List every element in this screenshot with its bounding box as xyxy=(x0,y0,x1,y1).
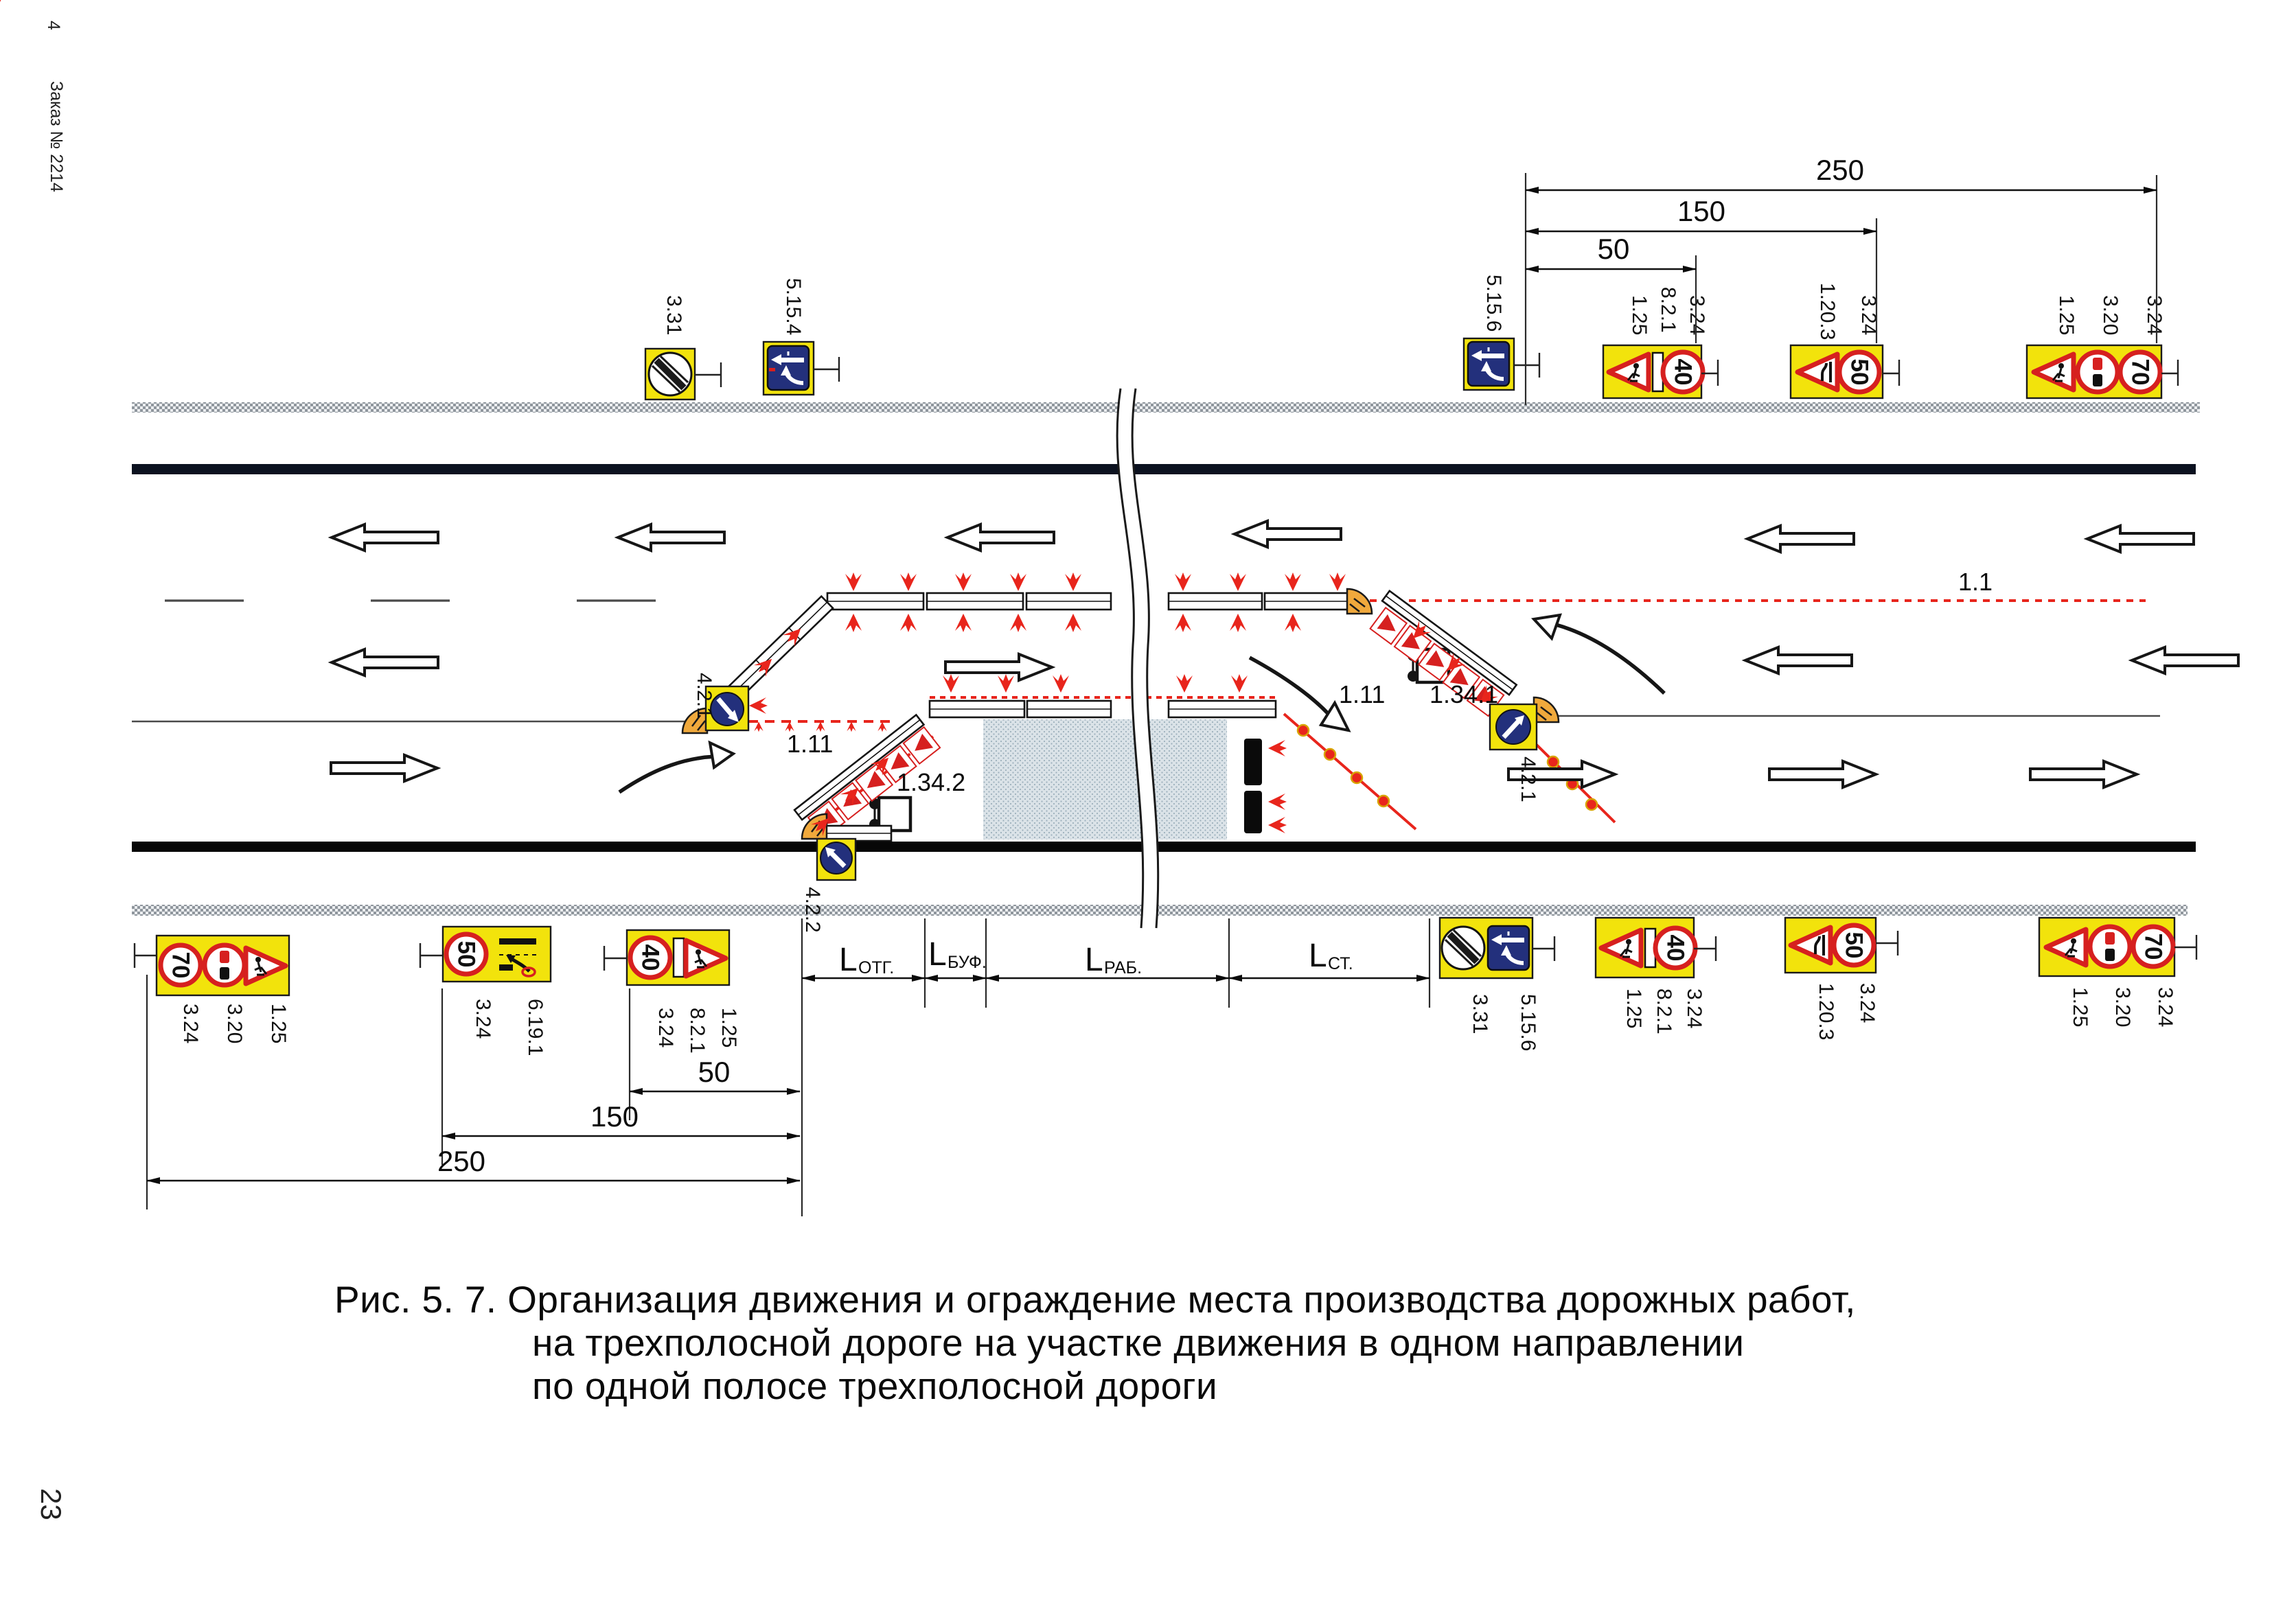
sign-panel-50-top xyxy=(1791,345,1883,398)
barrier-row-upper xyxy=(827,593,1348,610)
label-1.20.3-br50: 1.20.3 xyxy=(1815,983,1837,1041)
label-6.19.1-bl50: 6.19.1 xyxy=(524,999,547,1056)
sign-panel-3.31-5.15.6 xyxy=(1440,918,1532,978)
sign-panel-40-bottom-right xyxy=(1596,918,1695,977)
lane-arrow-right xyxy=(945,654,1052,680)
label-5.15.4-top: 5.15.4 xyxy=(782,278,805,336)
label-1.25-bl70: 1.25 xyxy=(267,1004,290,1044)
label-3.20-top70: 3.20 xyxy=(2099,295,2122,336)
speed-50-bl: 50 xyxy=(452,940,480,968)
dim-150-top: 150 xyxy=(1677,195,1726,227)
label-4.2.2: 4.2.2 xyxy=(801,887,824,933)
label-4.2.1-left: 4.2.1 xyxy=(693,673,715,719)
figure-caption xyxy=(334,1278,2133,1408)
equipment-bar xyxy=(1244,739,1262,785)
label-1.25-bl40: 1.25 xyxy=(718,1008,740,1048)
label-1.25-br40: 1.25 xyxy=(1622,988,1645,1029)
carriageway-edge-bottom xyxy=(132,842,2196,852)
lane-arrow-right xyxy=(1769,761,1876,787)
dimensions-bottom xyxy=(147,918,1430,1216)
label-1.34.2: 1.34.2 xyxy=(897,768,966,796)
caption-line-2: на трехполосной дороге на участке движения в одном направлении xyxy=(532,1321,1745,1364)
label-4.2.1-right: 4.2.1 xyxy=(1517,756,1539,802)
dim-L-buf-sub: БУФ. xyxy=(948,953,987,972)
lane-arrow-right xyxy=(2030,761,2137,787)
label-1.20.3-top50: 1.20.3 xyxy=(1816,283,1839,340)
label-1.11-right: 1.11 xyxy=(1339,680,1386,708)
dim-50-top: 50 xyxy=(1597,233,1630,265)
lane-arrow-left xyxy=(1747,526,1854,552)
barrier-row-lower xyxy=(930,701,1276,717)
sign-panel-50-6.19.1 xyxy=(443,927,551,982)
page-number: 23 xyxy=(35,1488,67,1520)
dim-L-buf: L xyxy=(928,936,947,973)
label-5.15.6-bottom: 5.15.6 xyxy=(1517,994,1539,1052)
speed-50-br: 50 xyxy=(1840,931,1868,959)
label-8.2.1-top40: 8.2.1 xyxy=(1657,287,1679,333)
label-1.34.1: 1.34.1 xyxy=(1430,680,1499,708)
signs-top-row xyxy=(645,275,2178,400)
label-1.25-br70: 1.25 xyxy=(2069,987,2091,1028)
road-shoulder-edge-bottom xyxy=(132,905,2188,916)
sign-panel-50-bottom-right xyxy=(1785,918,1876,973)
dim-L-st-sub: СТ. xyxy=(1328,954,1353,973)
dim-L-otg-sub: ОТГ. xyxy=(858,958,895,977)
speed-70-bl: 70 xyxy=(167,951,194,979)
label-3.31-top: 3.31 xyxy=(663,295,685,336)
sign-5.15.4-top xyxy=(764,342,814,395)
label-3.24-bl70: 3.24 xyxy=(179,1004,202,1044)
lane-arrow-left xyxy=(2132,647,2238,673)
dim-L-otg: L xyxy=(839,942,858,978)
label-3.24-br70: 3.24 xyxy=(2154,987,2177,1028)
sign-panel-40-bottom-left xyxy=(627,930,729,985)
lane-arrow-left xyxy=(1745,647,1852,673)
label-1.11-left: 1.11 xyxy=(787,730,834,758)
equipment-bar xyxy=(1244,791,1262,833)
speed-40-br: 40 xyxy=(1662,934,1689,962)
label-3.24-bl50: 3.24 xyxy=(472,999,494,1039)
road-shoulder-edge-top xyxy=(132,402,2200,413)
caption-line-1: Рис. 5. 7. Организация движения и ограждение места производства дорожных работ, xyxy=(334,1278,1856,1321)
sign-panel-70-bottom-right xyxy=(2039,918,2174,976)
lane-arrow-left xyxy=(948,524,1054,551)
label-1.25-top70: 1.25 xyxy=(2055,295,2078,336)
lane-arrow-left xyxy=(618,524,724,551)
speed-40-bl: 40 xyxy=(636,944,664,971)
dim-150-bottom: 150 xyxy=(590,1100,639,1133)
speed-40-top: 40 xyxy=(1669,358,1697,386)
lane-arrow-left xyxy=(1235,521,1341,547)
sign-5.15.6-top xyxy=(1464,338,1514,390)
dim-L-rab-sub: РАБ. xyxy=(1104,958,1143,977)
sheet-number: 4 xyxy=(44,21,63,30)
label-1.1: 1.1 xyxy=(1958,568,1993,596)
carriageway-edge-top xyxy=(132,464,2196,474)
sign-3.31-top xyxy=(645,349,695,400)
label-8.2.1-bl40: 8.2.1 xyxy=(686,1008,709,1054)
barrier-ramp xyxy=(1347,589,1372,614)
label-3.31-bottom: 3.31 xyxy=(1469,994,1491,1034)
work-area xyxy=(983,719,1227,839)
dim-250-bottom: 250 xyxy=(437,1145,486,1177)
label-3.24-bl40: 3.24 xyxy=(654,1008,677,1048)
print-order-number: Заказ № 2214 xyxy=(47,81,66,192)
speed-70-br: 70 xyxy=(2139,933,2167,960)
label-3.24-br50: 3.24 xyxy=(1856,983,1879,1023)
sign-panel-70-top xyxy=(2027,345,2161,398)
sign-panel-40-top xyxy=(1603,345,1703,398)
detour-sign-4.2.2 xyxy=(817,839,856,880)
dim-L-st: L xyxy=(1309,938,1327,974)
label-3.24-top50: 3.24 xyxy=(1857,295,1880,336)
sign-panel-70-bottom-left xyxy=(157,936,289,995)
label-1.25-top40: 1.25 xyxy=(1628,295,1651,336)
dim-250-top: 250 xyxy=(1815,154,1865,186)
label-8.2.1-br40: 8.2.1 xyxy=(1653,988,1675,1034)
label-3.24-br40: 3.24 xyxy=(1683,988,1706,1029)
label-3.20-bl70: 3.20 xyxy=(223,1004,246,1044)
lane-arrow-left xyxy=(332,524,438,551)
speed-50-top: 50 xyxy=(1846,358,1873,386)
signs-bottom-row xyxy=(135,918,2196,1056)
label-3.24-top70: 3.24 xyxy=(2143,295,2166,336)
lane-arrow-left xyxy=(2087,526,2194,552)
label-3.20-br70: 3.20 xyxy=(2111,987,2134,1028)
label-5.15.6-top: 5.15.6 xyxy=(1482,275,1505,332)
speed-70-top: 70 xyxy=(2126,358,2154,386)
dim-50-bottom: 50 xyxy=(698,1056,731,1088)
label-3.24-top40: 3.24 xyxy=(1686,295,1708,336)
dim-L-rab: L xyxy=(1085,942,1103,978)
lane-arrow-left xyxy=(332,649,438,675)
caption-line-3: по одной полосе трехполосной дороги xyxy=(532,1365,1218,1407)
lane-arrow-right xyxy=(331,755,437,781)
barrier-ramp xyxy=(1534,697,1559,722)
detour-sign-4.2.1-right xyxy=(1490,704,1537,750)
